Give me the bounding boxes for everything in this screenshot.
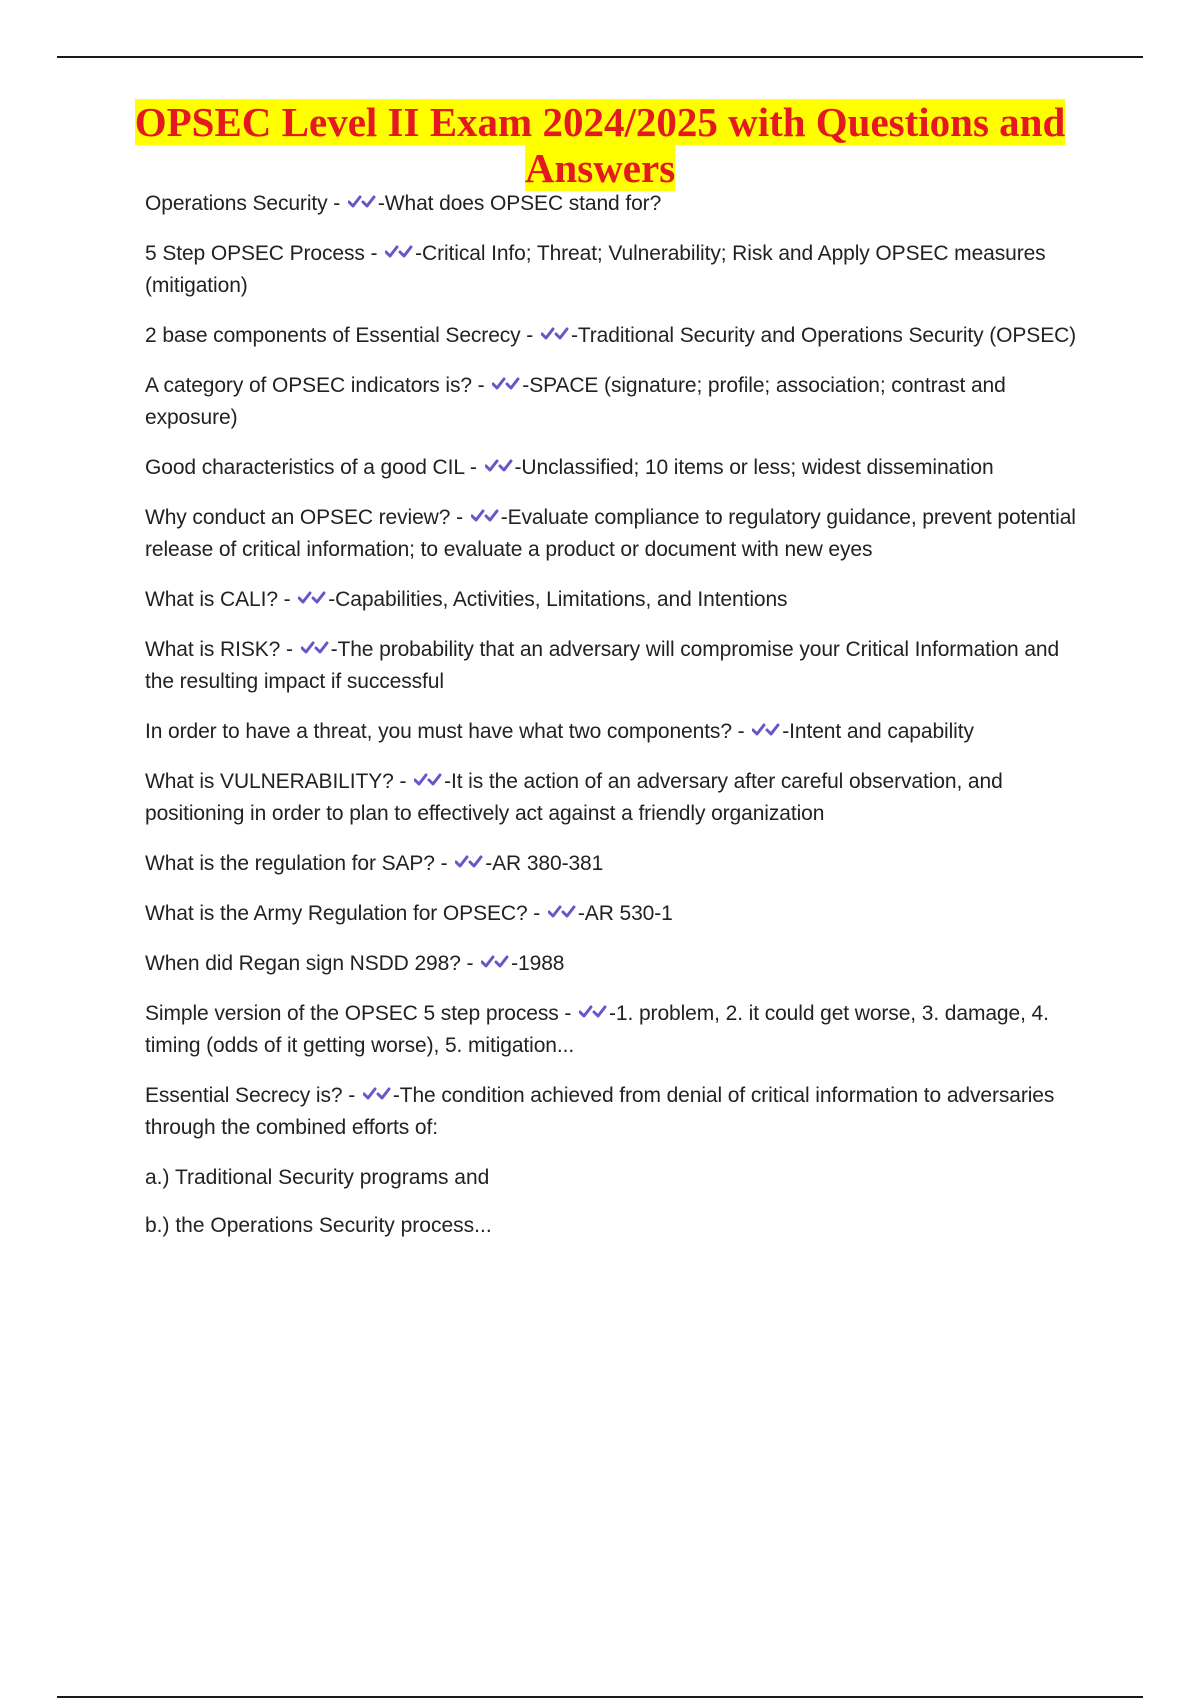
double-check-icon <box>541 322 569 342</box>
double-check-icon <box>752 718 780 738</box>
double-check-icon <box>301 636 329 656</box>
top-rule <box>57 56 1143 58</box>
sub-item: a.) Traditional Security programs and <box>145 1166 490 1189</box>
qa-item: A category of OPSEC indicators is? - -SPACE (signature; profile; association; contrast and exposure) <box>145 374 1006 429</box>
qa-item: What is VULNERABILITY? - -It is the action of an adversary after careful observation, and positioning in order to plan to effectively act against a friendly organization <box>145 770 1003 825</box>
qa-item: Why conduct an OPSEC review? - -Evaluate compliance to regulatory guidance, prevent potential release of critical information; to evaluate a product or document with new eyes <box>145 506 1076 561</box>
qa-item: In order to have a threat, you must have what two components? - -Intent and capability <box>145 720 974 743</box>
double-check-icon <box>414 768 442 788</box>
double-check-icon <box>492 372 520 392</box>
qa-item: Operations Security - -What does OPSEC stand for? <box>145 192 662 215</box>
double-check-icon <box>455 850 483 870</box>
qa-item: Simple version of the OPSEC 5 step process - -1. problem, 2. it could get worse, 3. damage, 4. timing (odds of it getting worse), 5. mitigation... <box>145 1002 1049 1057</box>
sub-item: b.) the Operations Security process... <box>145 1214 492 1237</box>
qa-item: What is CALI? - -Capabilities, Activities, Limitations, and Intentions <box>145 588 788 611</box>
qa-item: Essential Secrecy is? - -The condition achieved from denial of critical information to adversaries through the combined efforts of: <box>145 1084 1055 1139</box>
qa-item: When did Regan sign NSDD 298? - -1988 <box>145 952 565 975</box>
double-check-icon <box>485 454 513 474</box>
qa-item: 2 base components of Essential Secrecy - -Traditional Security and Operations Security (OPSEC) <box>145 324 1077 347</box>
qa-item: 5 Step OPSEC Process - -Critical Info; Threat; Vulnerability; Risk and Apply OPSEC measures (mitigation) <box>145 242 1046 297</box>
double-check-icon <box>363 1082 391 1102</box>
double-check-icon <box>548 900 576 920</box>
document-title: OPSEC Level II Exam 2024/2025 with Questions and Answers <box>134 99 1066 192</box>
double-check-icon <box>298 586 326 606</box>
qa-item: What is the regulation for SAP? - -AR 380-381 <box>145 852 604 875</box>
double-check-icon <box>579 1000 607 1020</box>
double-check-icon <box>471 504 499 524</box>
double-check-icon <box>348 190 376 210</box>
double-check-icon <box>481 950 509 970</box>
qa-item: What is the Army Regulation for OPSEC? - -AR 530-1 <box>145 902 673 925</box>
qa-item: What is RISK? - -The probability that an adversary will compromise your Critical Information and the resulting impact if successful <box>145 638 1060 693</box>
bottom-rule <box>57 1696 1143 1698</box>
qa-list <box>145 188 1085 1258</box>
double-check-icon <box>385 240 413 260</box>
qa-item: Good characteristics of a good CIL - -Unclassified; 10 items or less; widest dissemination <box>145 456 994 479</box>
